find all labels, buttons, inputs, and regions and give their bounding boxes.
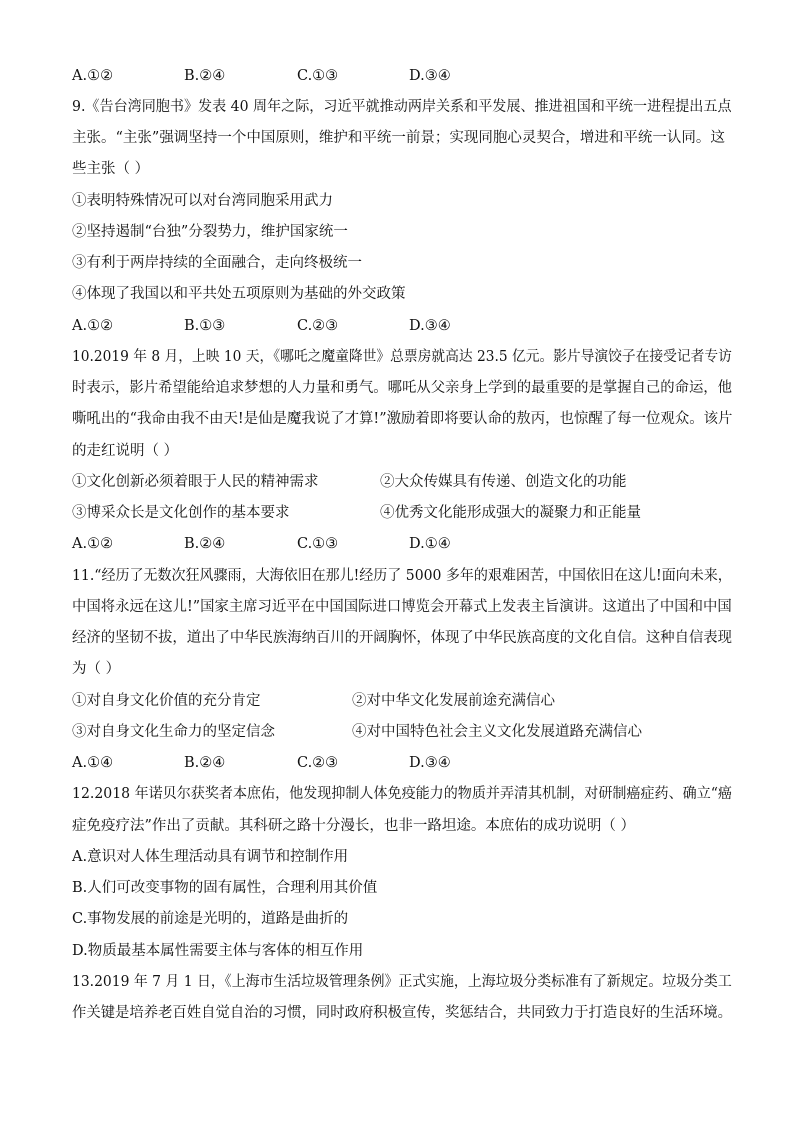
q11-stem-line-3: 经济的坚韧不拔，道出了中华民族海纳百川的开阔胸怀，体现了中华民族高度的文化自信。这种自信表现 (72, 630, 732, 646)
q10-statement-row-1 (72, 472, 732, 492)
q10-statement-2: ②大众传媒具有传递、创造文化的功能 (380, 474, 627, 490)
q11-options (72, 753, 732, 773)
q12-choice-b[interactable]: B.人们可改变事物的固有属性，合理利用其价值 (72, 880, 378, 896)
q11-option-a[interactable]: A.①④ (72, 755, 114, 771)
q10-options (72, 534, 732, 554)
q11-statement-4: ④对中国特色社会主义文化发展道路充满信心 (352, 724, 642, 740)
q13-stem-line-2: 作关键是培养老百姓自觉自治的习惯，同时政府积极宣传，奖惩结合，共同致力于打造良好的生活环境。 (72, 1005, 732, 1021)
q10-stem-line-3: 嘶吼出的“我命由我不由天!是仙是魔我说了才算!”激励着即将要认命的敖丙，也惊醒了每一位观众。该片 (72, 411, 733, 427)
q9-statement-1: ①表明特殊情况可以对台湾同胞采用武力 (72, 193, 333, 209)
q8-options (72, 66, 732, 86)
q8-option-c[interactable]: C.①③ (297, 68, 339, 84)
q9-options (72, 316, 732, 336)
q8-option-a[interactable]: A.①② (72, 68, 114, 84)
q11-stem-line-2: 中国将永远在这儿!”国家主席习近平在中国国际进口博览会开幕式上发表主旨演讲。这道出了中国和中国 (72, 599, 732, 615)
q9-option-c[interactable]: C.②③ (297, 318, 339, 334)
q11-option-b[interactable]: B.②④ (184, 755, 226, 771)
q8-option-b[interactable]: B.②④ (184, 68, 226, 84)
q10-statement-1: ①文化创新必须着眼于人民的精神需求 (72, 474, 319, 490)
q10-stem-line-1: 10.2019 年 8 月，上映 10 天，《哪吒之魔童降世》总票房就高达 23.5 亿元。影片导演饺子在接受记者专访 (72, 349, 732, 365)
q11-statement-3: ③对自身文化生命力的坚定信念 (72, 724, 275, 740)
q11-option-c[interactable]: C.②③ (297, 755, 339, 771)
q10-statement-3: ③博采众长是文化创作的基本要求 (72, 505, 290, 521)
q11-statement-row-1 (72, 691, 732, 711)
q9-stem-line-3: 些主张（ ） (72, 161, 150, 177)
q11-statement-2: ②对中华文化发展前途充满信心 (352, 693, 555, 709)
q9-stem-line-2: 主张。“主张”强调坚持一个中国原则，维护和平统一前景；实现同胞心灵契合，增进和平统一认同。这 (72, 130, 725, 146)
q9-statement-4: ④体现了我国以和平共处五项原则为基础的外交政策 (72, 286, 406, 302)
q12-choice-a[interactable]: A.意识对人体生理活动具有调节和控制作用 (72, 849, 349, 865)
q12-stem-line-1: 12.2018 年诺贝尔获奖者本庶佑，他发现抑制人体免疫能力的物质并弄清其机制，对研制癌症药、确立“癌 (72, 786, 732, 802)
q11-stem-line-4: 为（ ） (72, 661, 121, 677)
q9-option-d[interactable]: D.③④ (409, 318, 451, 334)
q11-statement-row-2 (72, 722, 732, 742)
q11-statement-1: ①对自身文化价值的充分肯定 (72, 693, 261, 709)
q12-stem-line-2: 症免疫疗法”作出了贡献。其科研之路十分漫长，也非一路坦途。本庶佑的成功说明（ ） (72, 818, 636, 834)
q13-stem-line-1: 13.2019 年 7 月 1 日，《上海市生活垃圾管理条例》正式实施，上海垃圾分类标准有了新规定。垃圾分类工 (72, 974, 732, 990)
q11-option-d[interactable]: D.③④ (409, 755, 451, 771)
q10-option-c[interactable]: C.①③ (297, 536, 339, 552)
q9-option-a[interactable]: A.①② (72, 318, 114, 334)
q11-stem-line-1: 11.“经历了无数次狂风骤雨，大海依旧在那儿!经历了 5000 多年的艰难困苦，中国依旧在这儿!面向未来， (72, 568, 732, 584)
q9-statement-3: ③有利于两岸持续的全面融合，走向终极统一 (72, 255, 362, 271)
q10-option-a[interactable]: A.①② (72, 536, 114, 552)
q12-choice-c[interactable]: C.事物发展的前途是光明的，道路是曲折的 (72, 911, 349, 927)
q10-statement-row-2 (72, 503, 732, 523)
q10-stem-line-4: 的走红说明（ ） (72, 443, 179, 459)
q10-stem-line-2: 时表示，影片希望能给追求梦想的人力量和勇气。哪吒从父亲身上学到的最重要的是掌握自己的命运，他 (72, 380, 732, 396)
q12-choice-d[interactable]: D.物质最基本属性需要主体与客体的相互作用 (72, 943, 364, 959)
q10-statement-4: ④优秀文化能形成强大的凝聚力和正能量 (380, 505, 641, 521)
q9-stem-line-1: 9.《告台湾同胞书》发表 40 周年之际，习近平就推动两岸关系和平发展、推进祖国和平统一进程提出五点 (72, 99, 732, 115)
q10-option-d[interactable]: D.①④ (409, 536, 451, 552)
q9-statement-2: ②坚持遏制“台独”分裂势力，维护国家统一 (72, 224, 348, 240)
q10-option-b[interactable]: B.②④ (184, 536, 226, 552)
q9-option-b[interactable]: B.①③ (184, 318, 226, 334)
q8-option-d[interactable]: D.③④ (409, 68, 451, 84)
